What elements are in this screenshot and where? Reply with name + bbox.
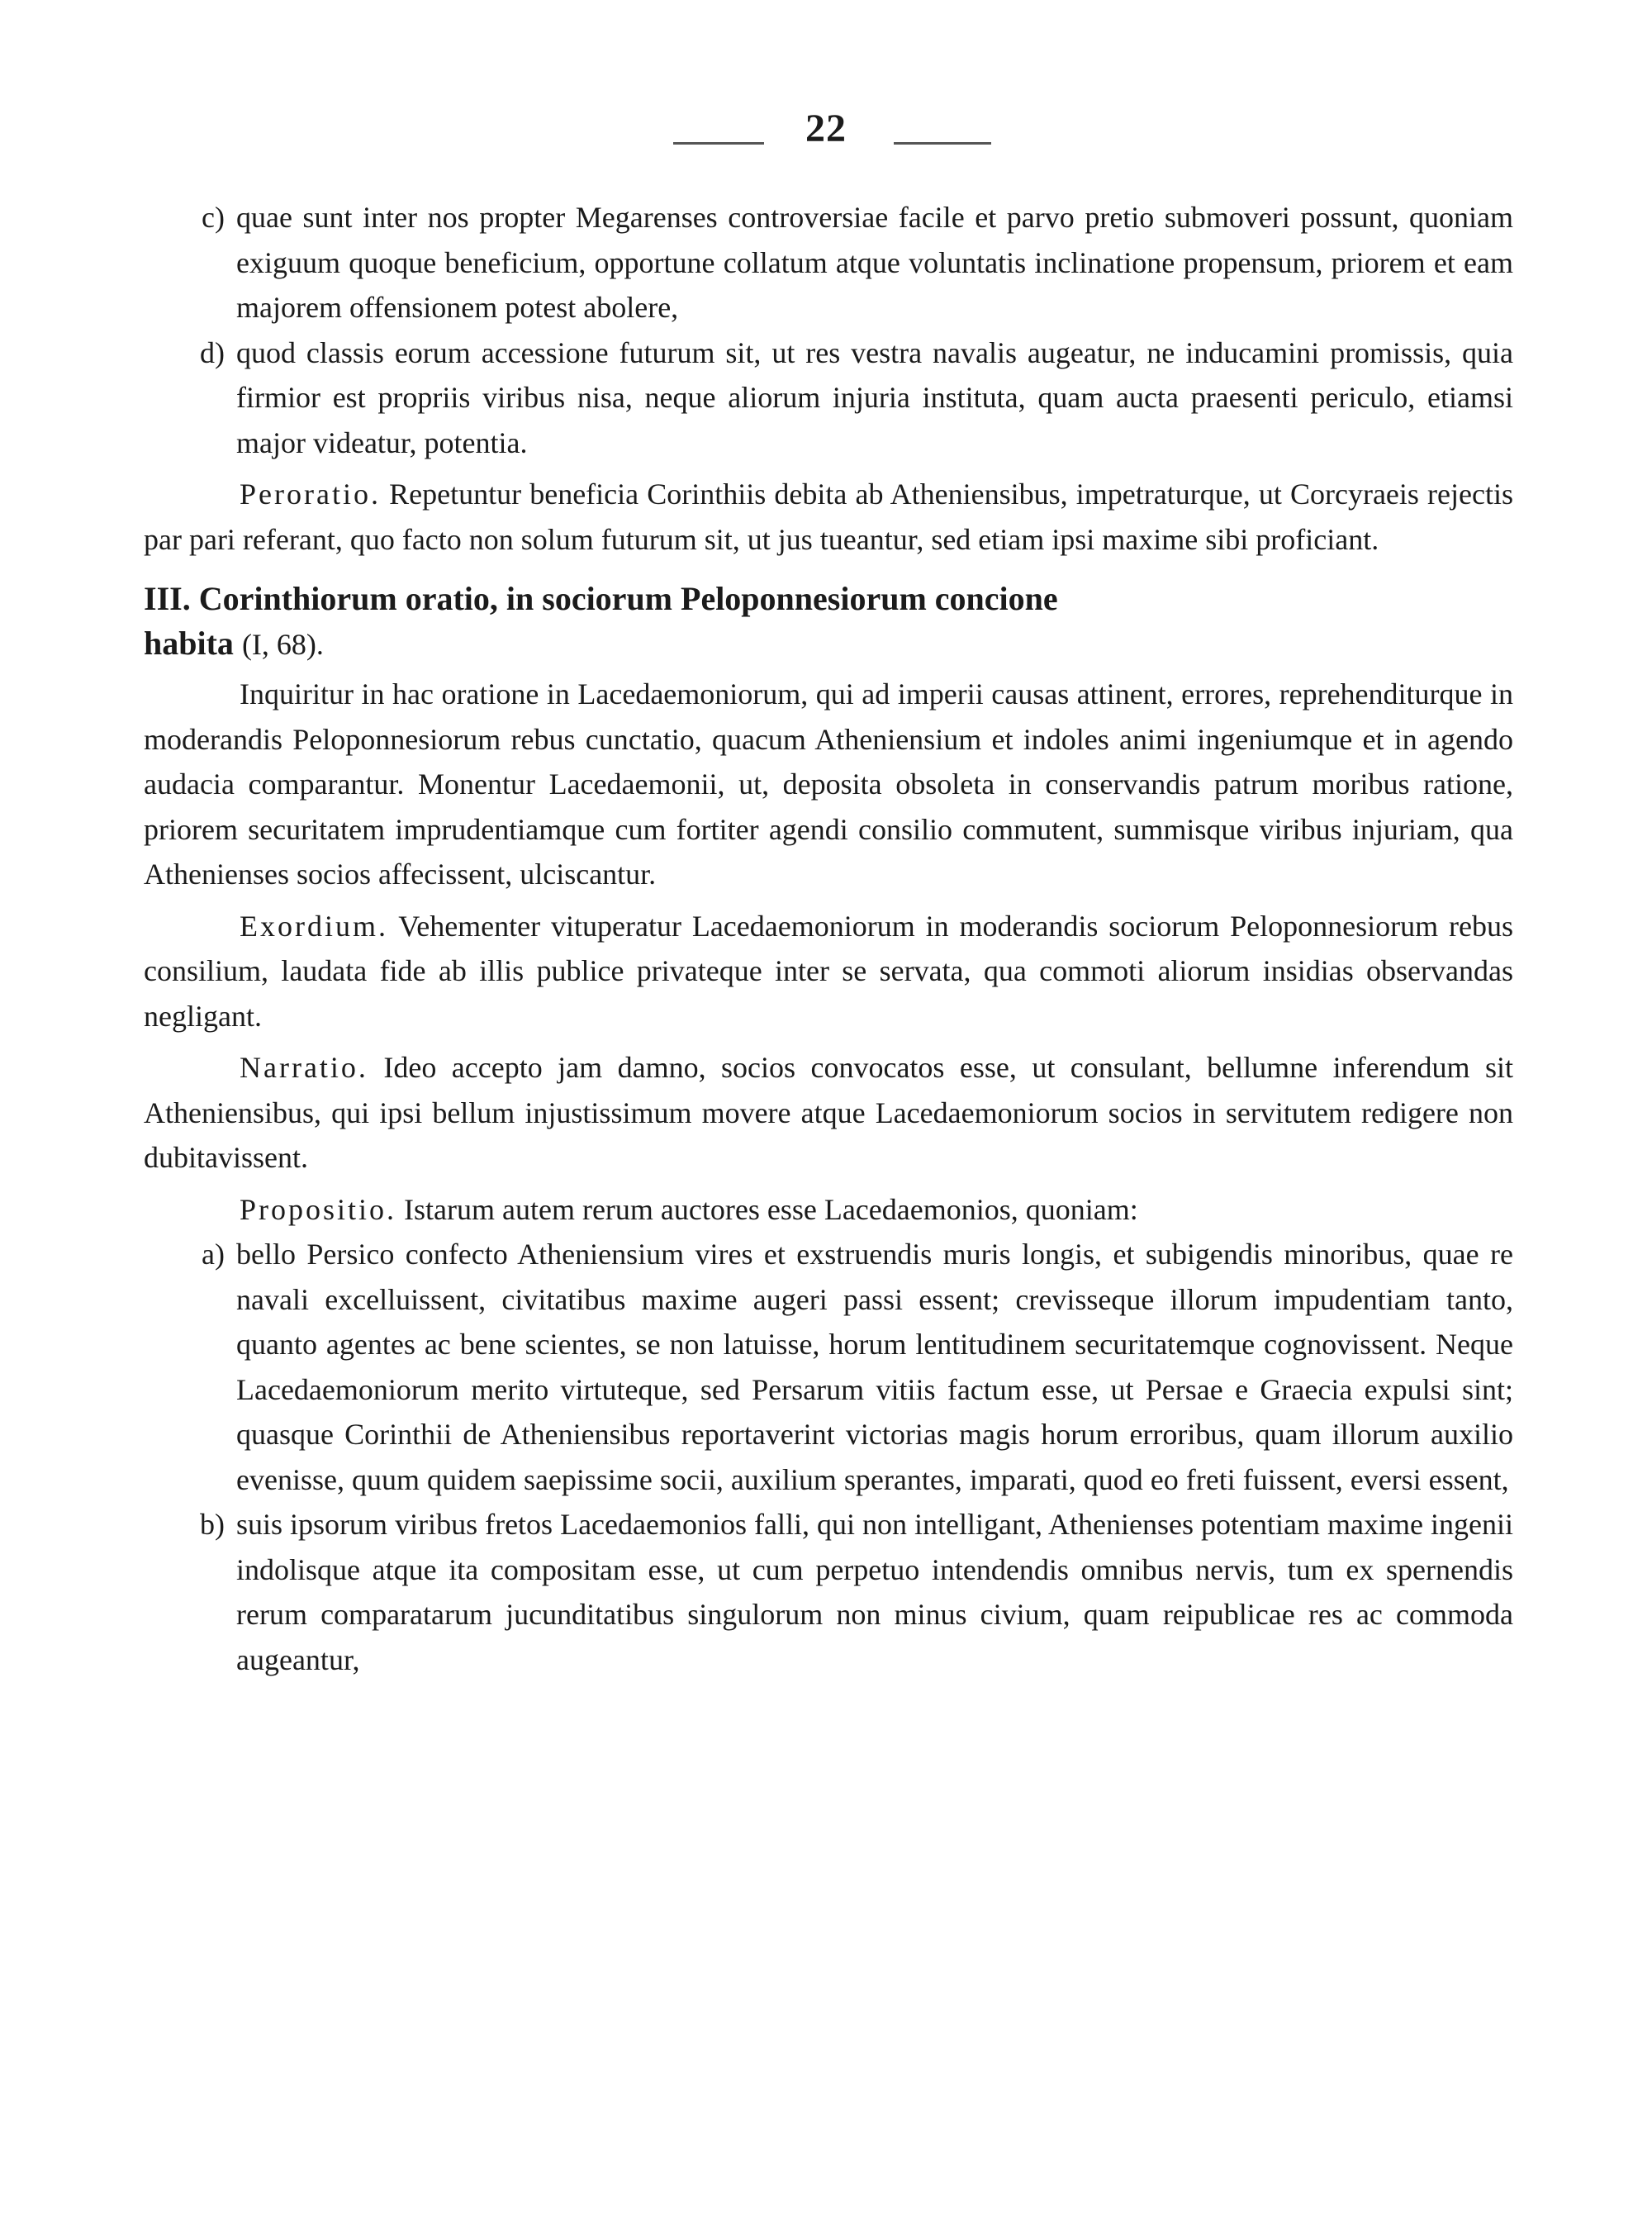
list-item-a bbox=[144, 1232, 1513, 1502]
section-term: Exordium. bbox=[240, 909, 388, 943]
section-title-end: habita bbox=[144, 625, 234, 662]
page-header bbox=[0, 106, 1652, 155]
paragraph-text: Istarum autem rerum auctores esse Lacedaemonios, quoniam: bbox=[404, 1192, 1138, 1226]
list-item-b bbox=[144, 1502, 1513, 1682]
paragraph-text: Vehementer vituperatur Lacedaemoniorum in moderandis sociorum Peloponnesiorum rebus consilium, laudata fide ab illis publice privateque inter se servata, qua commoti aliorum insidias observandas negligant. bbox=[144, 909, 1513, 1033]
section-heading bbox=[144, 577, 1513, 667]
section-numeral: III. bbox=[144, 580, 191, 617]
list-label: a) bbox=[202, 1238, 225, 1271]
section-citation: (I, 68). bbox=[241, 628, 324, 661]
page-number: 22 bbox=[805, 107, 847, 150]
main-text bbox=[144, 195, 1513, 1682]
peroratio-paragraph bbox=[144, 472, 1513, 562]
paragraph-text: Repetuntur beneficia Corinthiis debita ab Atheniensibus, impetraturque, ut Corcyraeis rejectis par pari referant, quo facto non solum futurum sit, ut jus tueantur, sed etiam ipsi maxime sibi proficiant. bbox=[144, 478, 1513, 556]
list-item-d bbox=[144, 330, 1513, 466]
list-item-c bbox=[144, 195, 1513, 330]
list-label: c) bbox=[202, 201, 225, 234]
exordium-paragraph bbox=[144, 904, 1513, 1039]
list-label: b) bbox=[200, 1508, 225, 1541]
header-rule-right bbox=[894, 142, 991, 145]
list-text: quae sunt inter nos propter Megarenses controversiae facile et parvo pretio submoveri possunt, quoniam exiguum quoque beneficium, opportune collatum atque voluntatis inclinatione propensum, priorem et eam majorem offensionem potest abolere, bbox=[236, 201, 1513, 324]
list-text: bello Persico confecto Atheniensium vires et exstruendis muris longis, et subigendis minoribus, quae re navali excelluissent, civitatibus maxime augeri passi essent; crevisseque illorum impudentiam tanto, quanto agentes ac bene scientes, se non latuisse, horum lentitudinem securitatemque cognovissent. Neque Lacedaemoniorum merito virtuteque, sed Persarum vitiis factum esse, ut Persae e Graecia expulsi sint; quasque Corinthii de Atheniensibus reportaverint victorias magis horum erroribus, quam illorum auxilio evenisse, quum quidem saepissime socii, auxilium sperantes, imparati, quod eo freti fuissent, eversi essent, bbox=[236, 1238, 1513, 1496]
paragraph-text: Ideo accepto jam damno, socios convocatos esse, ut consulant, bellumne inferendum sit Atheniensibus, qui ipsi bellum injustissimum movere atque Lacedaemoniorum socios in servitutem redigere non dubitavissent. bbox=[144, 1051, 1514, 1174]
section-term: Propositio. bbox=[240, 1192, 397, 1226]
narratio-paragraph bbox=[144, 1045, 1513, 1181]
list-text: quod classis eorum accessione futurum sit, ut res vestra navalis augeatur, ne inducamini promissis, quia firmior est propriis viribus nisa, neque aliorum injuria instituta, quam aucta praesenti periculo, etiamsi major videatur, potentia. bbox=[236, 335, 1513, 459]
list-label: d) bbox=[200, 335, 225, 369]
propositio-paragraph bbox=[144, 1187, 1513, 1233]
section-term: Narratio. bbox=[240, 1051, 368, 1084]
section-title: Corinthiorum oratio, in sociorum Peloponnesiorum concione bbox=[198, 580, 1058, 617]
intro-paragraph: Inquiritur in hac oratione in Lacedaemoniorum, qui ad imperii causas attinent, errores, reprehenditurque in moderandis Peloponnesiorum rebus cunctatio, quacum Atheniensium et indoles animi ingeniumque et in agendo audacia comparantur. Monentur Lacedaemonii, ut, deposita obsoleta in conservandis patrum moribus ratione, priorem securitatem imprudentiamque cum fortiter agendi consilio commutent, summisque viribus injuriam, qua Athenienses socios affecissent, ulciscantur. bbox=[144, 677, 1513, 891]
header-rule-left bbox=[673, 142, 764, 145]
section-term: Peroratio. bbox=[240, 478, 381, 511]
list-text: suis ipsorum viribus fretos Lacedaemonios falli, qui non intelligant, Athenienses potentiam maxime ingenii indolisque atque ita compositam esse, ut cum perpetuo intendendis omnibus nervis, tum ex spernendis rerum comparatarum jucunditatibus singulorum non minus civium, quam reipublicae res ac commoda augeantur, bbox=[236, 1508, 1513, 1676]
